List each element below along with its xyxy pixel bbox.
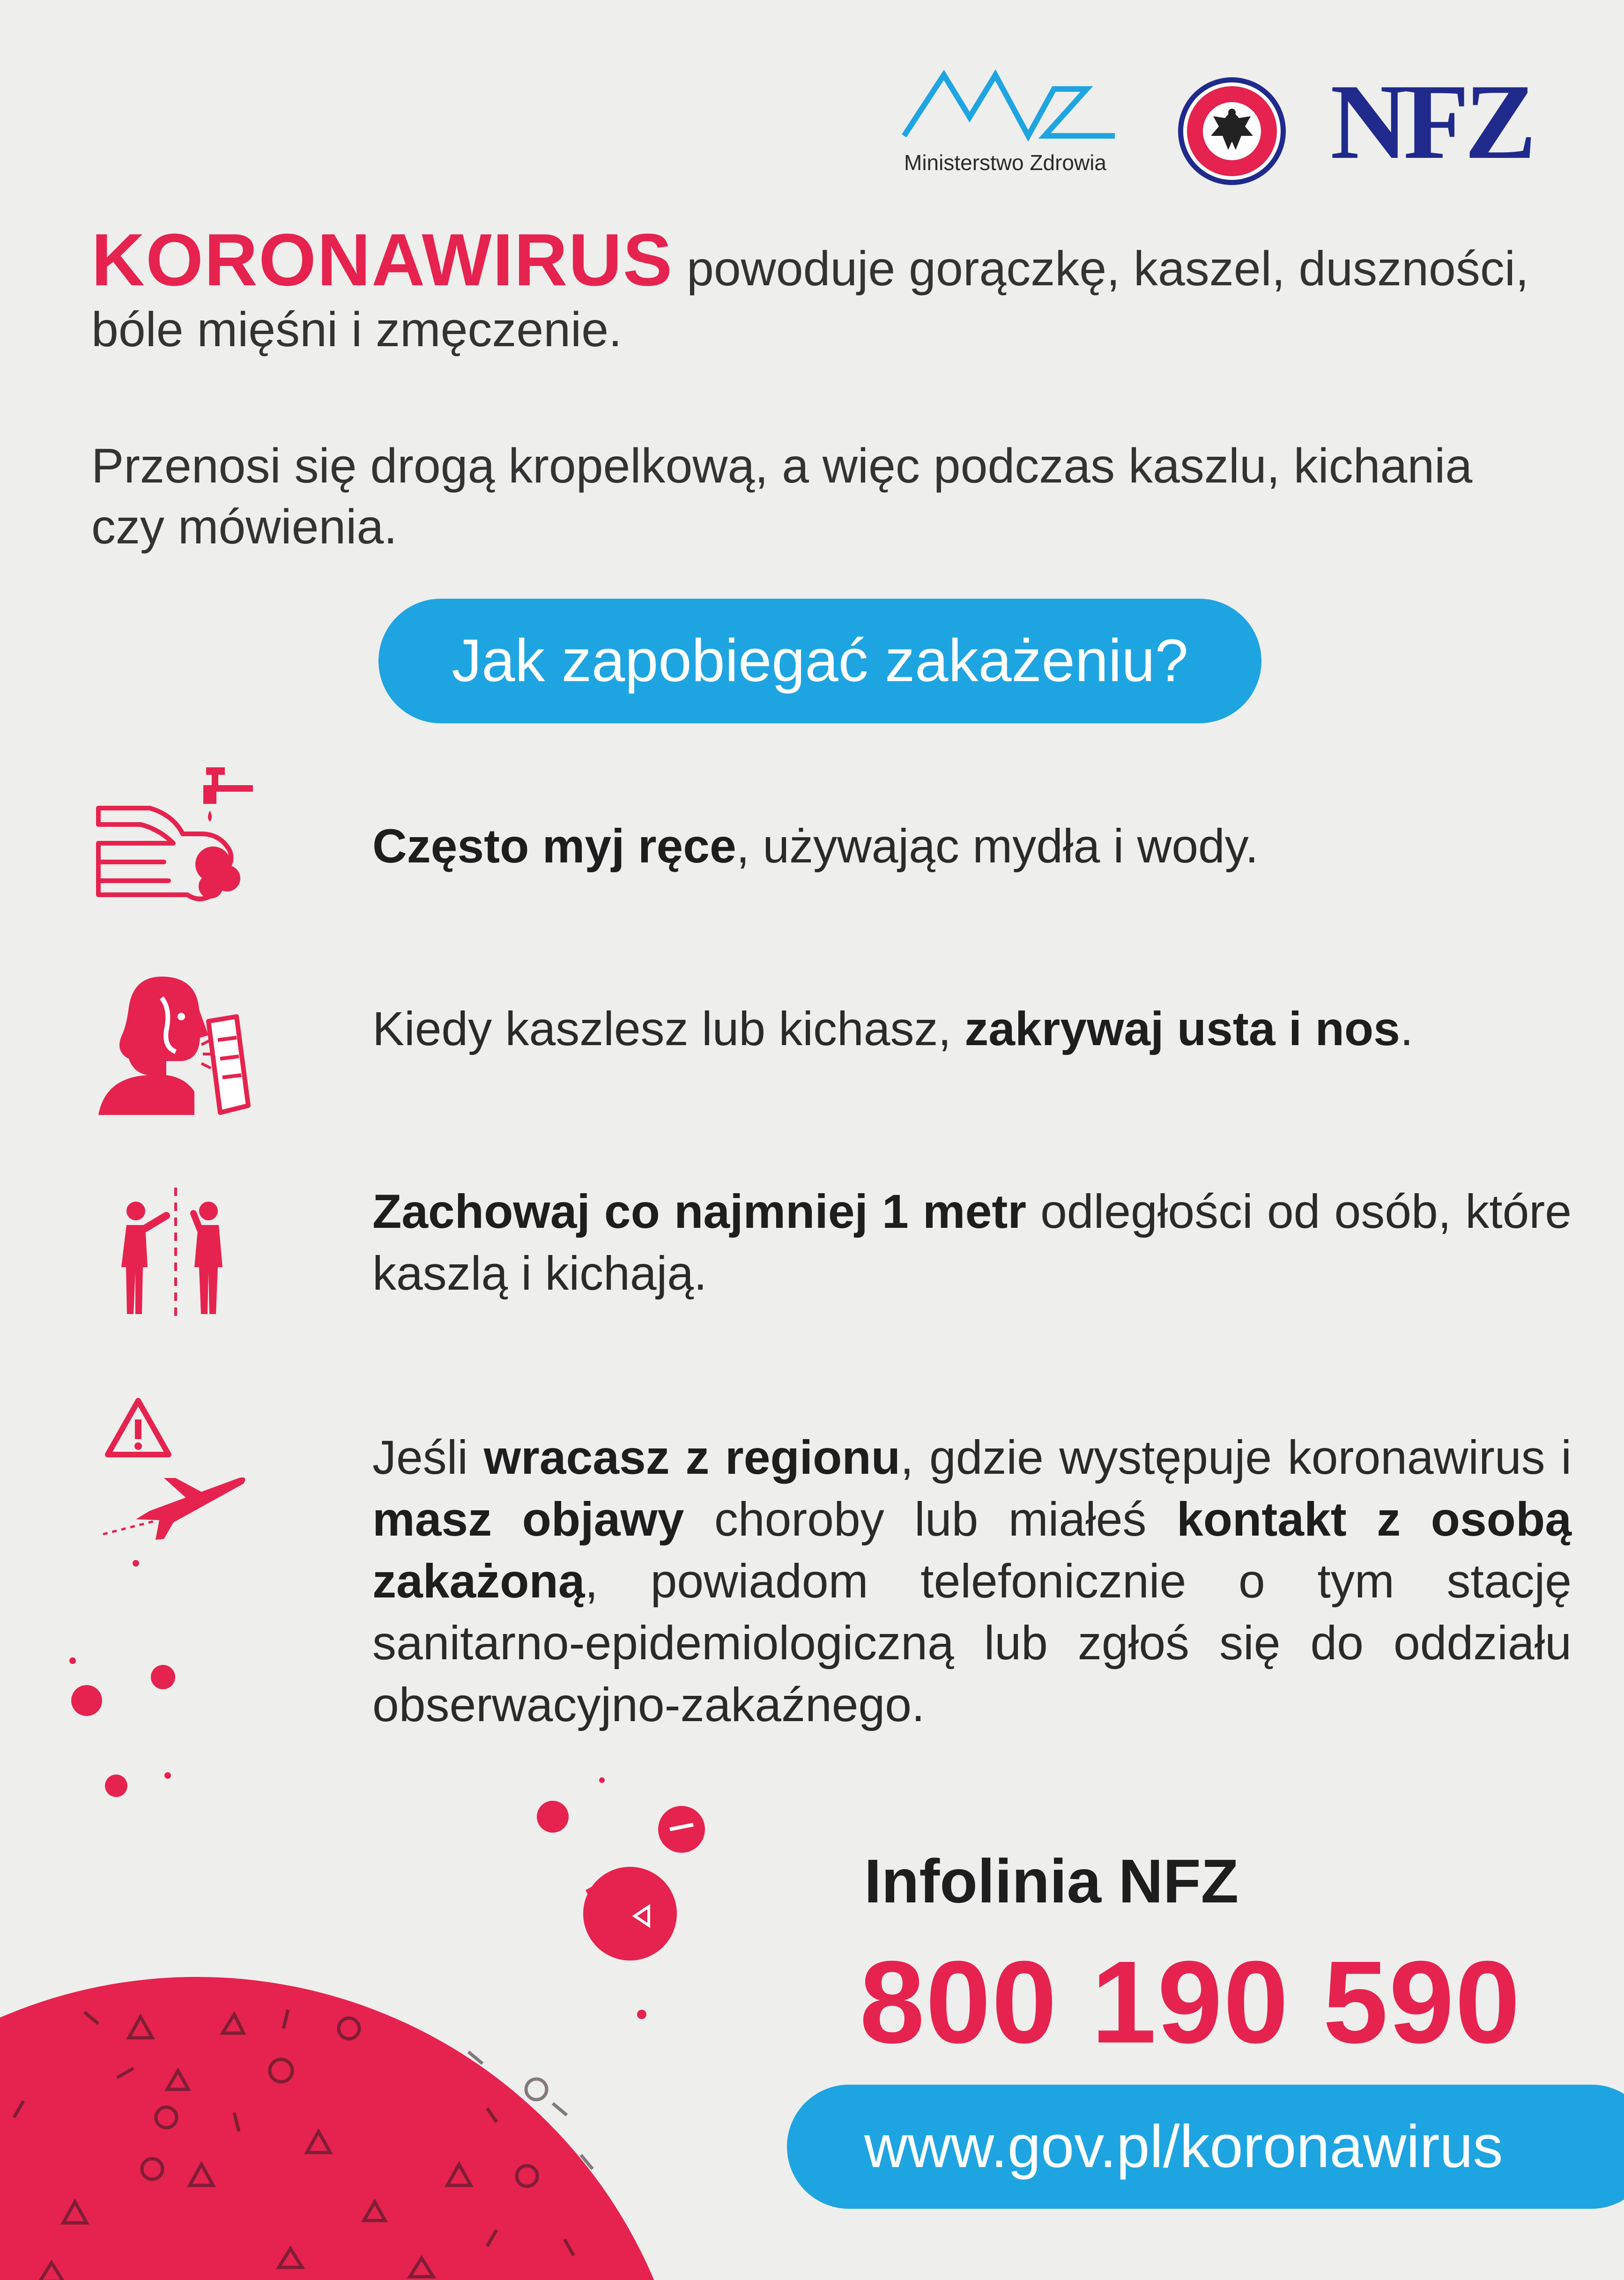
virus-droplets-decoration [0,1583,749,2280]
intro-symptoms [91,219,1567,360]
prevention-heading: Jak zapobiegać zakażeniu? [378,599,1261,723]
transmission-line2: czy mówienia. [91,500,398,554]
distance-icon [115,1188,237,1319]
tip1-bold: Często myj ręce [372,819,736,873]
travel-warning-icon [94,1394,248,1572]
infoline-phone-number[interactable]: 800 190 590 [860,1937,1521,2067]
tip4-b3: kontakt z osobą zakażoną [372,1493,1572,1608]
sanitary-inspection-logo [1176,66,1288,197]
tip-keep-distance [372,1181,1572,1304]
infoline-label: Infolinia NFZ [864,1847,1239,1916]
intro-line2: bóle mięśni i zmęczenie. [91,303,622,357]
tip1-rest: , używając mydła i wody. [736,819,1259,873]
transmission-line1: Przenosi się drogą kropelkową, a więc podczas kaszlu, kichania [91,439,1473,493]
tip-cover-mouth [372,998,1572,1060]
tip4-p4: , powiadom telefonicznie o tym stację sanitarno-epidemiologiczną lub zgłoś się do oddziału obserwacyjno-zakaźnego. [372,1554,1572,1731]
pis-seal-icon [1176,66,1288,197]
tip2-plain: Kiedy kaszlesz lub kichasz, [372,1002,965,1055]
tip2-bold: zakrywaj usta i nos [964,1002,1400,1055]
hand-washing-icon [94,764,262,904]
tip4-b2: masz objawy [372,1493,684,1546]
ministry-caption: Ministerstwo Zdrowia [904,150,1106,175]
tip4-p3: choroby lub miałeś [684,1493,1177,1546]
cover-mouth-icon [96,965,251,1120]
tip3-bold: Zachowaj co najmniej 1 metr [372,1185,1027,1238]
website-link[interactable]: www.gov.pl/koronawirus [864,2113,1503,2180]
tip-wash-hands [372,815,1572,877]
intro-line1-rest: powoduje gorączkę, kaszel, duszności, [673,242,1529,296]
tip2-end: . [1400,1002,1414,1055]
tip4-p2: , gdzie występuje koronawirus i [900,1431,1572,1484]
intro-transmission [91,436,1567,557]
tip4-b1: wracasz z regionu [483,1431,901,1484]
tip4-p1: Jeśli [372,1431,484,1484]
tip3-rest: odległości od osób, które kaszlą i kichają. [372,1185,1572,1300]
mz-mark-icon [899,66,1129,150]
koronawirus-title: KORONAWIRUS [91,219,674,301]
nfz-logo: NFZ [1330,62,1532,181]
ministry-of-health-logo [899,66,1129,187]
